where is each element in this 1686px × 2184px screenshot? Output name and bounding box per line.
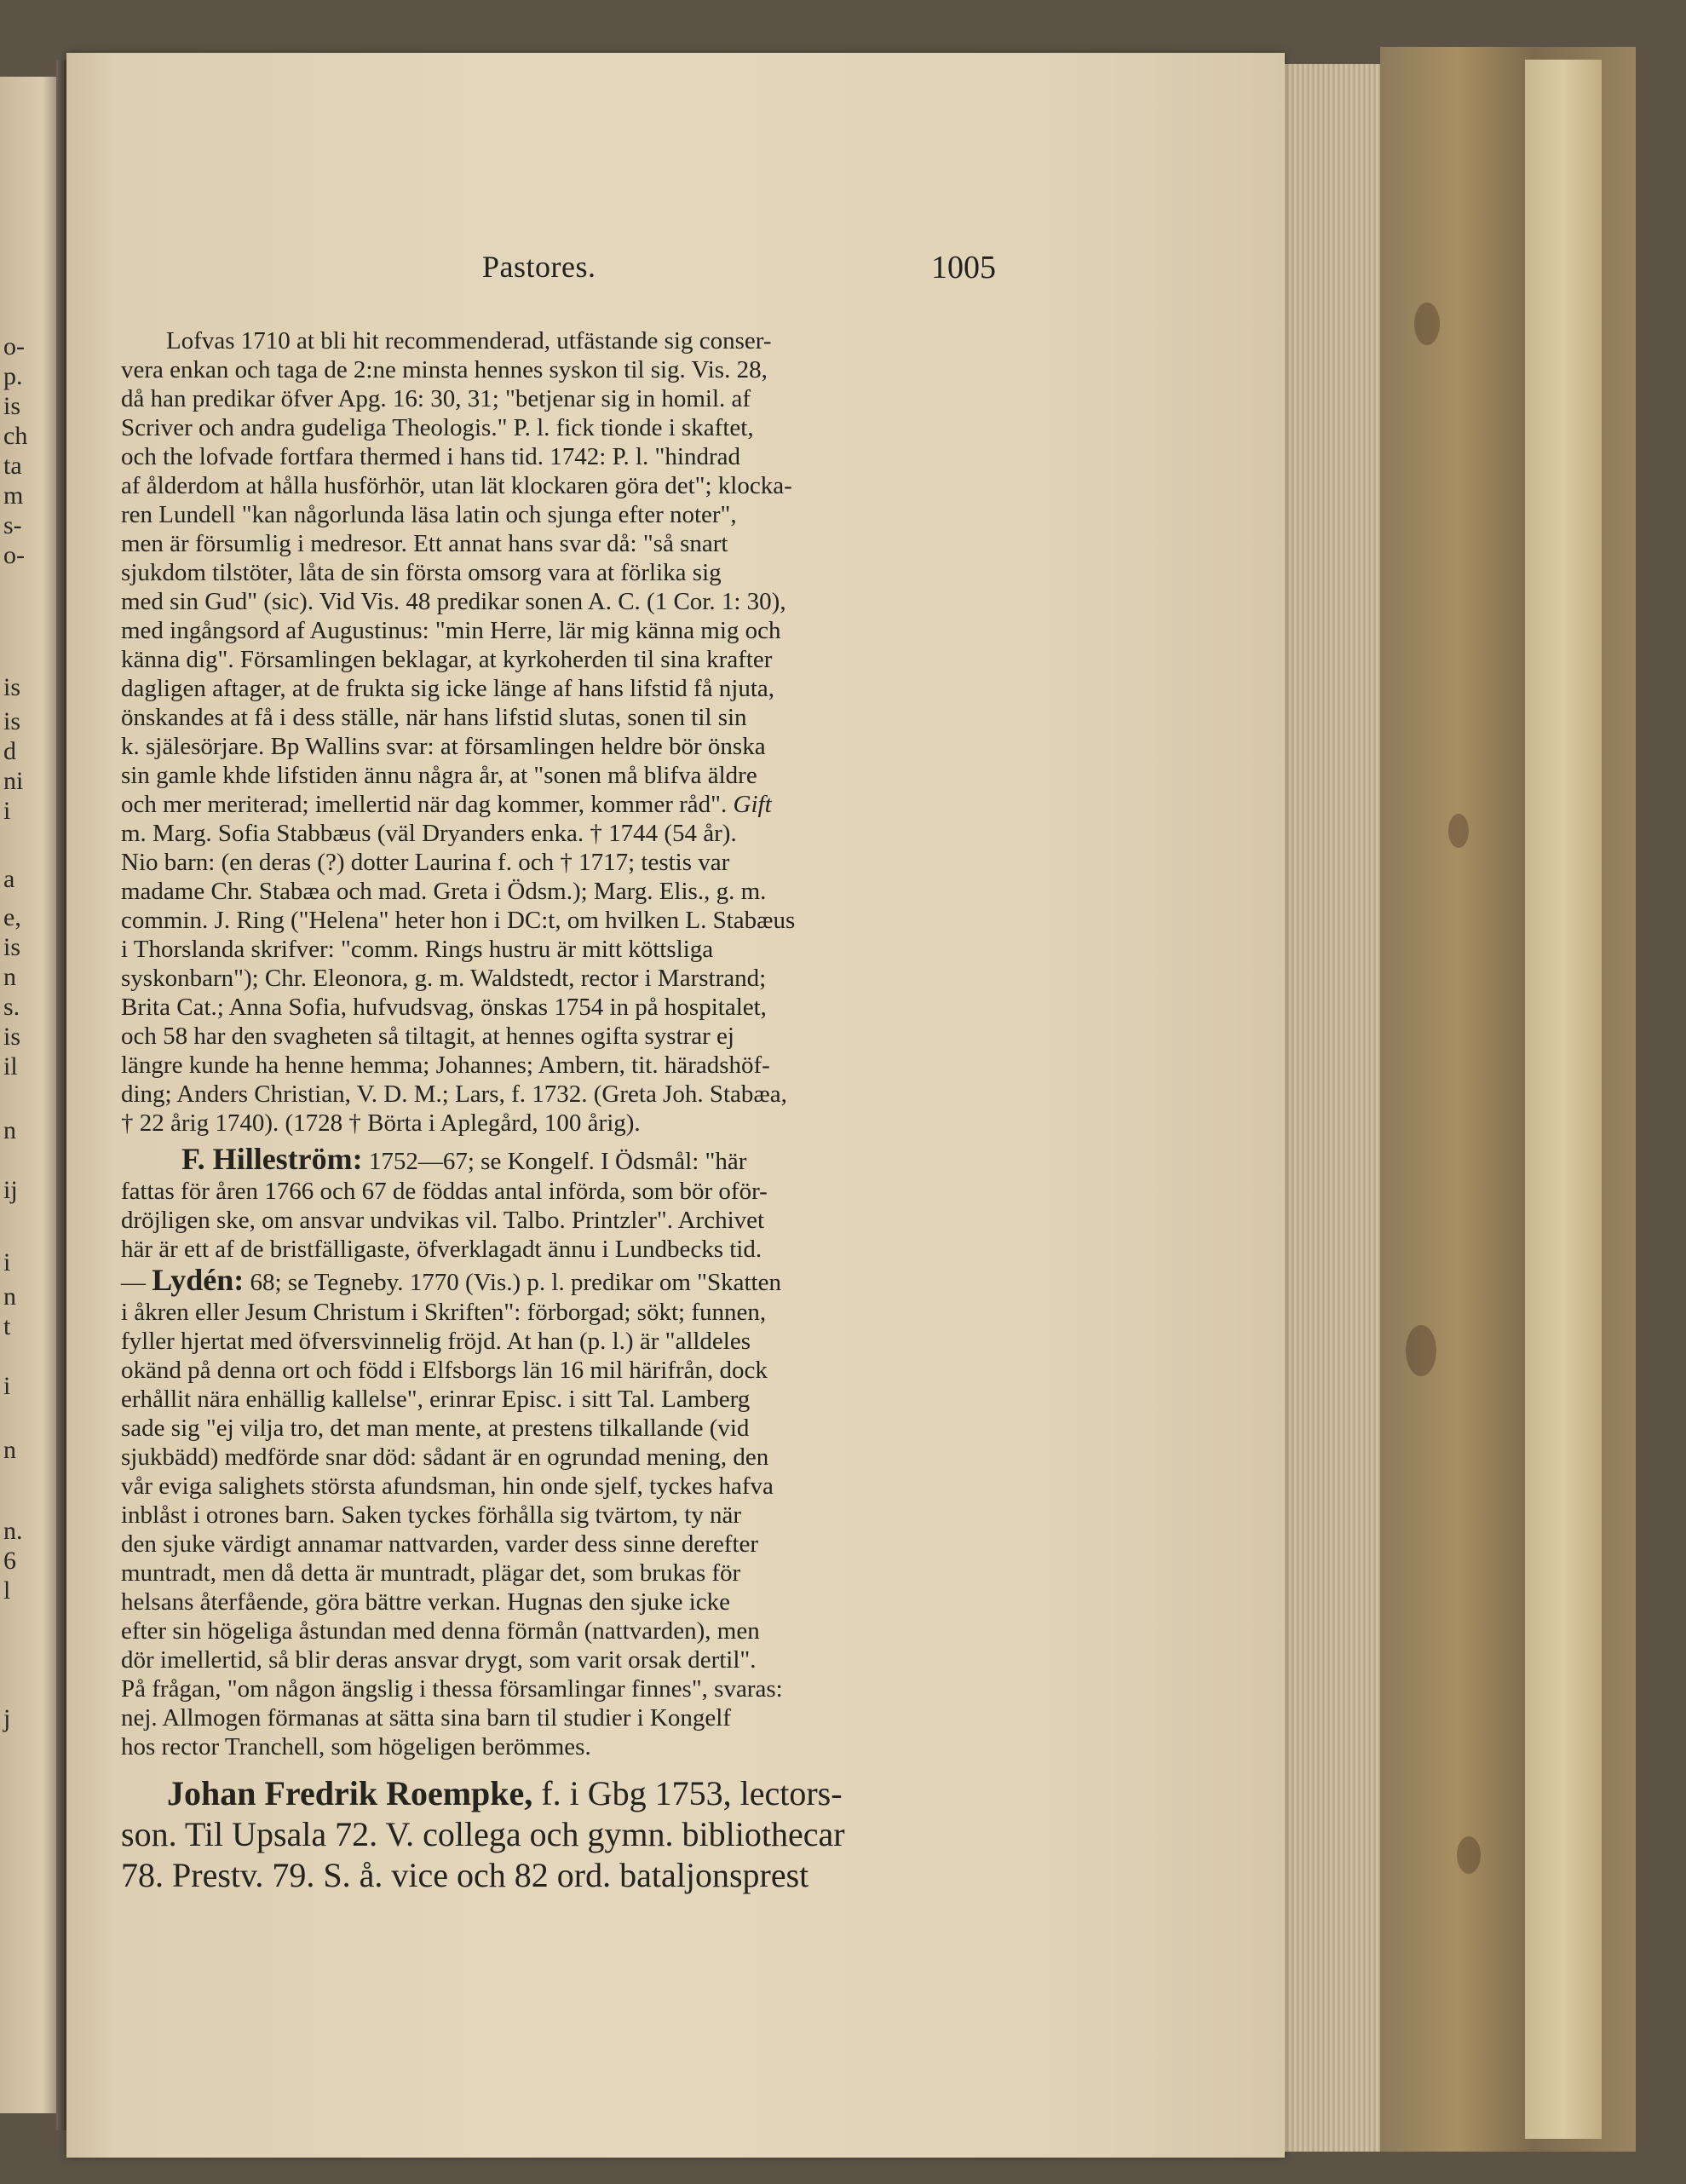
page-number: 1005 xyxy=(931,250,996,285)
text-line: af ålderdom at hålla husförhör, utan lät klockaren göra det"; klocka- xyxy=(121,472,792,499)
text-line: nej. Allmogen förmanas at sätta sina barn til studier i Kongelf xyxy=(121,1704,731,1732)
text-line: dröjligen ske, om ansvar undvikas vil. Talbo. Printzler". Archivet xyxy=(121,1207,765,1234)
running-header xyxy=(66,249,1285,300)
text-line: sjukbädd) medförde snar död: sådant är en ogrundad mening, den xyxy=(121,1444,769,1471)
text-line: sjukdom tilstöter, låta de sin första omsorg vara at förlika sig xyxy=(121,559,722,586)
text-line: med ingångsord af Augustinus: "min Herre, lär mig känna mig och xyxy=(121,617,781,644)
page-edges xyxy=(1278,64,1380,2152)
text-line: Scriver och andra gudeliga Theologis." P. l. fick tionde i skaftet, xyxy=(121,414,754,441)
previous-page xyxy=(0,77,61,2113)
text-line: helsans återfående, göra bättre verkan. Hugnas den sjuke icke xyxy=(121,1588,731,1616)
text-line: men är försumlig i medresor. Ett annat hans svar då: "så snart xyxy=(121,530,728,557)
text-line: fyller hjertat med öfversvinnelig fröjd. At han (p. l.) är "alldeles xyxy=(121,1328,751,1355)
text-line: känna dig". Församlingen beklagar, at kyrkoherden til sina krafter xyxy=(121,646,773,673)
text-run: 68; se Tegneby. 1770 (Vis.) p. l. predikar om "Skatten xyxy=(244,1269,781,1296)
text-line: vera enkan och taga de 2:ne minsta hennes syskon til sig. Vis. 28, xyxy=(121,356,768,383)
text-line: 78. Prestv. 79. S. å. vice och 82 ord. bataljonsprest xyxy=(121,1856,809,1894)
text-line: madame Chr. Stabæa och mad. Greta i Ödsm.); Marg. Elis., g. m. xyxy=(121,878,767,905)
entry-name: Johan Fredrik Roempke, xyxy=(167,1774,533,1812)
entry-name: Lydén: xyxy=(152,1263,245,1297)
text-line: i Thorslanda skrifver: "comm. Rings hustru är mitt köttsliga xyxy=(121,936,714,963)
text-run: 1752—67; se Kongelf. I Ödsmål: "här xyxy=(362,1148,747,1175)
text-line: önskandes at få i dess ställe, när hans lifstid slutas, sonen til sin xyxy=(121,704,747,731)
text-line: då han predikar öfver Apg. 16: 30, 31; "betjenar sig in homil. af xyxy=(121,385,751,412)
text-line: efter sin högeliga åstundan med denna förmån (nattvarden), men xyxy=(121,1617,760,1645)
text-run: och mer meriterad; imellertid när dag kommer, kommer råd". xyxy=(121,791,728,818)
gift-label: Gift xyxy=(733,791,772,818)
text-line: sin gamle khde lifstiden ännu några år, at "sonen må blifva äldre xyxy=(121,762,757,789)
text-line: Brita Cat.; Anna Sofia, hufvudsvag, önskas 1754 in på hospitalet, xyxy=(121,994,767,1021)
previous-page-margin-text: o- p. is ch ta m s- o- is is d ni i a e, is n s. is il n ij i n t i n n. 6 l j xyxy=(3,332,28,1732)
text-line: vår eviga salighets största afundsman, hin onde sjelf, tyckes hafva xyxy=(121,1472,774,1500)
text-line: Nio barn: (en deras (?) dotter Laurina f. och † 1717; testis var xyxy=(121,849,730,876)
text-line: dör imellertid, så blir deras ansvar drygt, som varit orsak dertil". xyxy=(121,1646,757,1674)
entry-hillestrom xyxy=(181,1144,746,1177)
text-line: syskonbarn"); Chr. Eleonora, g. m. Waldstedt, rector i Marstrand; xyxy=(121,965,767,992)
text-line: här är ett af de bristfälligaste, öfverklagadt ännu i Lundbecks tid. xyxy=(121,1236,762,1263)
text-line: muntradt, men då detta är muntradt, plägar det, som brukas för xyxy=(121,1559,741,1587)
book-page xyxy=(66,53,1285,2158)
entry-lyden xyxy=(121,1265,781,1298)
text-line: ren Lundell "kan någorlunda läsa latin och sjunga efter noter", xyxy=(121,501,737,528)
text-run: f. i Gbg 1753, lectors- xyxy=(532,1774,843,1812)
text-line: med sin Gud" (sic). Vid Vis. 48 predikar sonen A. C. (1 Cor. 1: 30), xyxy=(121,588,786,615)
text-line: commin. J. Ring ("Helena" heter hon i DC:t, om hvilken L. Stabæus xyxy=(121,907,796,934)
entry-roempke xyxy=(167,1774,843,1813)
text-line: † 22 årig 1740). (1728 † Börta i Aplegård, 100 årig). xyxy=(121,1109,641,1137)
text-line: och 58 har den svagheten så tiltagit, at hennes ogifta systrar ej xyxy=(121,1023,734,1050)
text-line: m. Marg. Sofia Stabbæus (väl Dryanders enka. † 1744 (54 år). xyxy=(121,820,737,847)
text-line: På frågan, "om någon ängslig i thessa församlingar finnes", svaras: xyxy=(121,1675,783,1703)
text-line: okänd på denna ort och född i Elfsborgs län 16 mil härifrån, dock xyxy=(121,1357,768,1384)
text-line: ding; Anders Christian, V. D. M.; Lars, f. 1732. (Greta Joh. Stabæa, xyxy=(121,1080,787,1108)
text-line: inblåst i otrones barn. Saken tyckes förhålla sig tvärtom, ty när xyxy=(121,1501,742,1529)
text-line: Lofvas 1710 at bli hit recommenderad, utfästande sig conser- xyxy=(166,327,772,354)
text-line: längre kunde ha henne hemma; Johannes; Ambern, tit. häradshöf- xyxy=(121,1052,770,1079)
running-title: Pastores. xyxy=(482,250,596,284)
text-line: erhållit nära enhällig kallelse", erinrar Episc. i sitt Tal. Lamberg xyxy=(121,1386,751,1413)
text-line: k. själesörjare. Bp Wallins svar: at församlingen heldre bör önska xyxy=(121,733,766,760)
text-line: i åkren eller Jesum Christum i Skriften": förborgad; sökt; funnen, xyxy=(121,1299,767,1326)
cover-edge xyxy=(1525,60,1602,2139)
text-line: son. Til Upsala 72. V. collega och gymn. bibliothecar xyxy=(121,1815,845,1853)
entry-name: F. Hilleström: xyxy=(181,1142,363,1176)
text-line: fattas för åren 1766 och 67 de föddas antal införda, som bör oför- xyxy=(121,1178,768,1205)
text-run: — xyxy=(121,1269,152,1296)
text-line: sade sig "ej vilja tro, det man mente, at prestens tilkallande (vid xyxy=(121,1415,750,1442)
text-line: den sjuke värdigt annamar nattvarden, varder dess sinne derefter xyxy=(121,1530,759,1558)
text-line: och the lofvade fortfara thermed i hans tid. 1742: P. l. "hindrad xyxy=(121,443,740,470)
text-line: hos rector Tranchell, som högeligen berömmes. xyxy=(121,1733,591,1760)
text-line xyxy=(121,789,772,820)
text-line: dagligen aftager, at de frukta sig icke länge af hans lifstid få njuta, xyxy=(121,675,775,702)
